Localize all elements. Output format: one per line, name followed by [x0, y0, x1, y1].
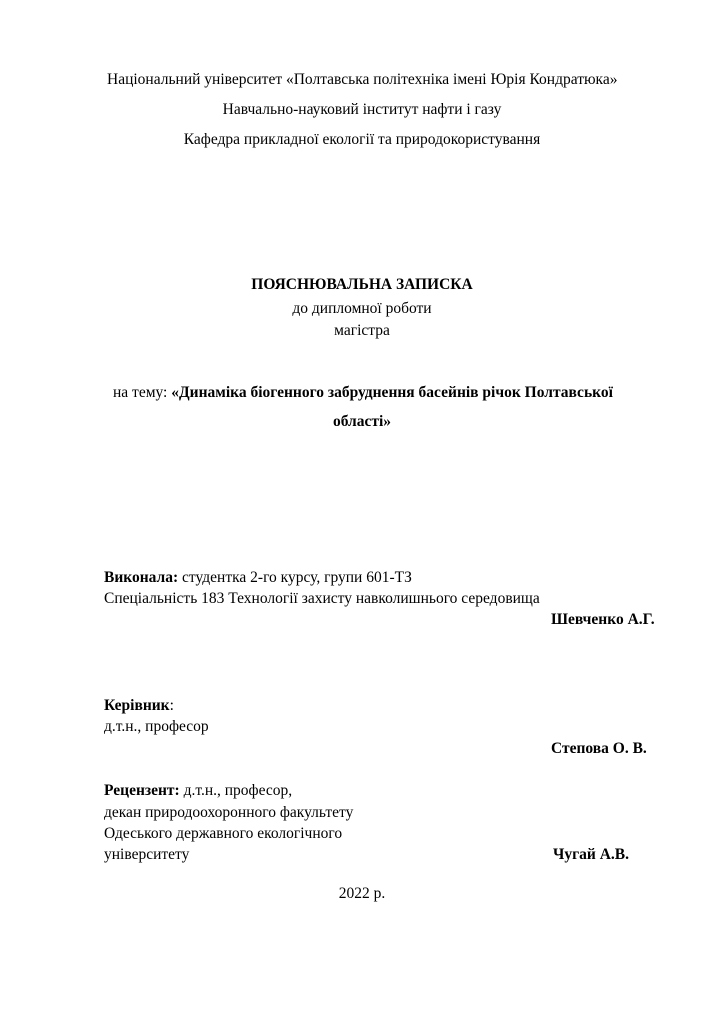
reviewer-institution-cont: університету: [104, 846, 190, 863]
supervisor-title: д.т.н., професор: [104, 718, 209, 735]
department-name: Кафедра прикладної екології та природокористування: [183, 131, 541, 148]
topic-line-1: [113, 385, 613, 401]
institute-name: Навчально-науковий інститут нафти і газу: [222, 101, 502, 118]
author-label: Виконала:: [104, 569, 179, 586]
topic-prefix: на тему:: [113, 384, 172, 401]
document-year: 2022 р.: [338, 885, 386, 902]
university-name: Національний університет «Полтавська політехніка імені Юрія Кондратюка»: [107, 71, 618, 88]
document-title: ПОЯСНЮВАЛЬНА ЗАПИСКА: [251, 276, 473, 293]
supervisor-colon: :: [169, 697, 174, 714]
supervisor-line: [104, 698, 174, 714]
author-line: [104, 570, 412, 586]
document-type: до дипломної роботи: [292, 300, 432, 317]
topic-title-part-1: «Динаміка біогенного забруднення басейнів річок Полтавської: [171, 384, 613, 401]
reviewer-institution: Одеського державного екологічного: [104, 825, 343, 842]
reviewer-name: Чугай А.В.: [553, 846, 630, 863]
reviewer-line: [104, 783, 292, 799]
degree-level: магістра: [334, 322, 390, 339]
supervisor-name: Степова О. В.: [551, 740, 647, 757]
author-specialty: Спеціальність 183 Технології захисту навколишнього середовища: [104, 590, 540, 607]
reviewer-title: д.т.н., професор,: [179, 782, 293, 799]
reviewer-position: декан природоохоронного факультету: [104, 804, 354, 821]
author-details: студентка 2-го курсу, групи 601-ТЗ: [178, 569, 412, 586]
topic-title-part-2: області»: [332, 413, 392, 430]
reviewer-label: Рецензент:: [104, 782, 180, 799]
author-name: Шевченко А.Г.: [551, 611, 655, 628]
supervisor-label: Керівник: [104, 697, 170, 714]
